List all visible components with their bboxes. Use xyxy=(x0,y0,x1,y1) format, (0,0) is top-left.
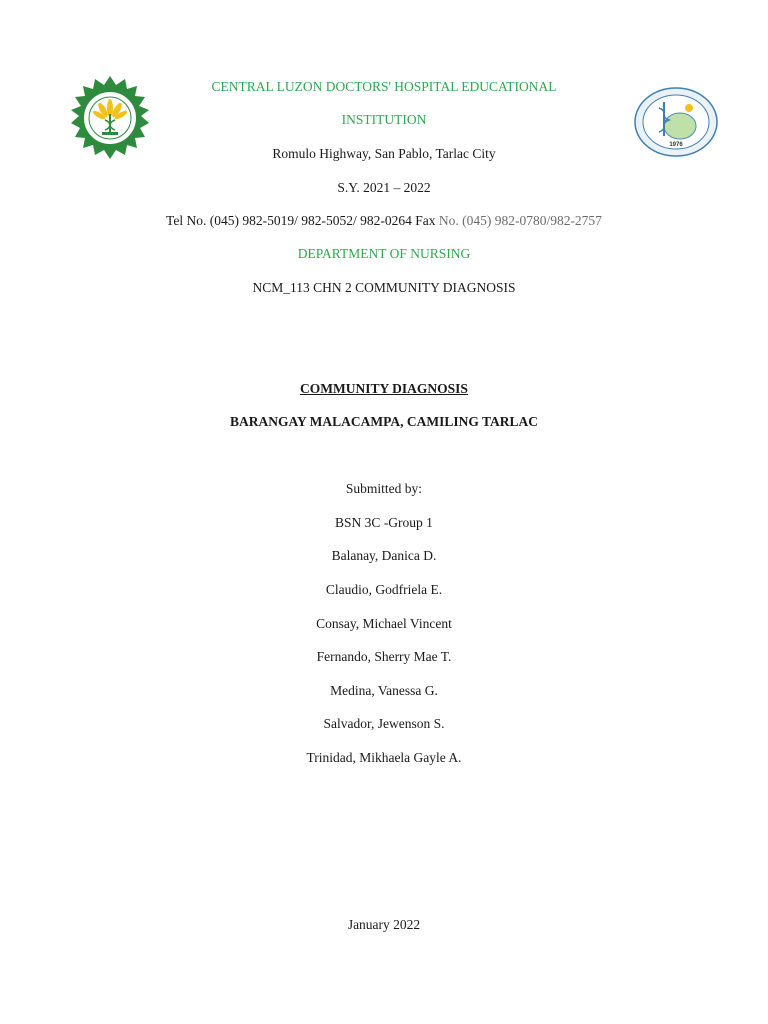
fax-number: No. (045) 982-0780/982-2757 xyxy=(435,213,602,228)
contact-numbers xyxy=(0,213,768,229)
member-name: Consay, Michael Vincent xyxy=(316,616,452,631)
document-title xyxy=(0,381,768,397)
institution-name-line1: CENTRAL LUZON DOCTORS' HOSPITAL EDUCATIONAL xyxy=(211,79,557,94)
institution-name-line2: INSTITUTION xyxy=(341,112,427,127)
member-name: Medina, Vanessa G. xyxy=(330,683,438,698)
document-subtitle: BARANGAY MALACAMPA, CAMILING TARLAC xyxy=(229,414,538,429)
school-year: S.Y. 2021 – 2022 xyxy=(337,180,431,195)
member-name: Claudio, Godfriela E. xyxy=(325,582,443,597)
member-name: Fernando, Sherry Mae T. xyxy=(316,649,452,664)
submitted-by-label: Submitted by: xyxy=(345,481,423,496)
department-name: DEPARTMENT OF NURSING xyxy=(297,246,471,261)
member-name: Trinidad, Mikhaela Gayle A. xyxy=(306,750,462,765)
seal-year: 1976 xyxy=(669,142,683,148)
tel-fax-label: Tel No. (045) 982-5019/ 982-5052/ 982-0264 Fax xyxy=(166,213,436,228)
group-name: BSN 3C -Group 1 xyxy=(335,515,433,530)
document-title-text: COMMUNITY DIAGNOSIS xyxy=(300,381,468,396)
submission-date: January 2022 xyxy=(347,917,421,932)
member-name: Balanay, Danica D. xyxy=(331,548,437,563)
institution-address: Romulo Highway, San Pablo, Tarlac City xyxy=(272,146,496,161)
course-title: NCM_113 CHN 2 COMMUNITY DIAGNOSIS xyxy=(252,280,516,295)
member-name: Salvador, Jewenson S. xyxy=(323,716,445,731)
